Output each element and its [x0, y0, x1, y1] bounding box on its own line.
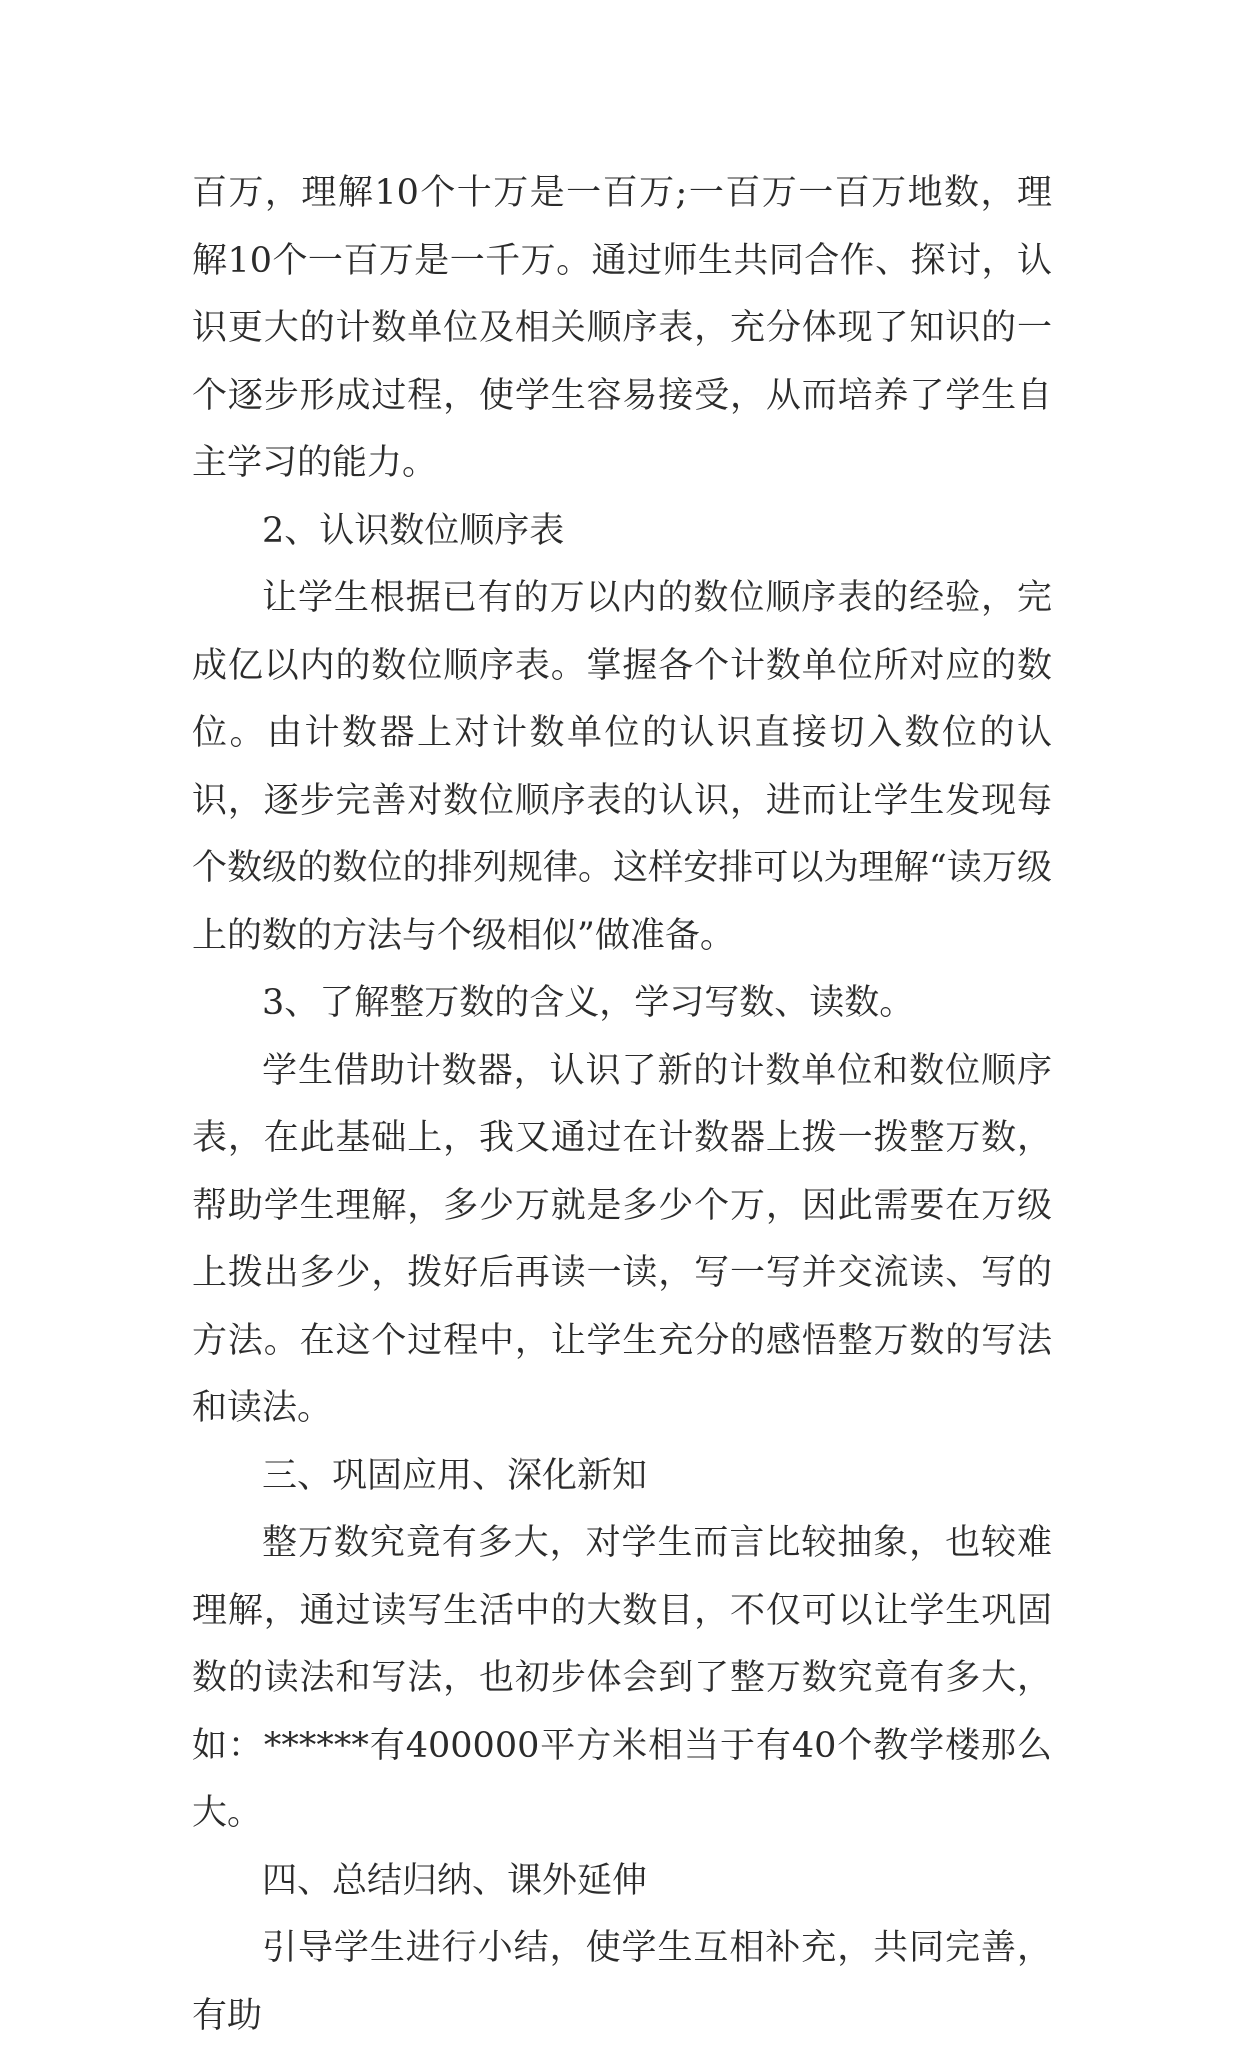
- document-page: [192, 160, 1052, 2050]
- section-heading-consolidation: 三、巩固应用、深化新知: [262, 1455, 648, 1496]
- section-heading-3: 3、了解整万数的含义，学习写数、读数。: [262, 983, 915, 1023]
- paragraph-continuation: 百万，理解10个十万是一百万;一百万一百万地数，理解10个一百万是一千万。通过师生共同合作、探讨，认识更大的计数单位及相关顺序表，充分体现了知识的一个逐步形成过程，使学生容易接受，从而培养了学生自主学习的能力。: [192, 173, 1052, 483]
- paragraph-place-value-table: 让学生根据已有的万以内的数位顺序表的经验，完成亿以内的数位顺序表。掌握各个计数单位所对应的数位。由计数器上对计数单位的认识直接切入数位的认识，逐步完善对数位顺序表的认识，进而让学生发现每个数级的数位的排列规律。这样安排可以为理解“读万级上的数的方法与个级相似”做准备。: [192, 578, 1052, 956]
- paragraph-summary: 引导学生进行小结，使学生互相补充，共同完善，有助: [192, 1928, 1052, 2036]
- section-heading-2: 2、认识数位顺序表: [262, 510, 565, 551]
- paragraph-whole-ten-thousands: 学生借助计数器，认识了新的计数单位和数位顺序表，在此基础上，我又通过在计数器上拨一拨整万数，帮助学生理解，多少万就是多少个万，因此需要在万级上拨出多少，拨好后再读一读，写一写并交流读、写的方法。在这个过程中，让学生充分的感悟整万数的写法和读法。: [192, 1050, 1052, 1428]
- section-heading-summary: 四、总结归纳、课外延伸: [262, 1860, 648, 1901]
- paragraph-consolidation: 整万数究竟有多大，对学生而言比较抽象，也较难理解，通过读写生活中的大数目，不仅可以让学生巩固数的读法和写法，也初步体会到了整万数究竟有多大，如：******有400000平方米相当于有40个教学楼那么大。: [192, 1523, 1052, 1833]
